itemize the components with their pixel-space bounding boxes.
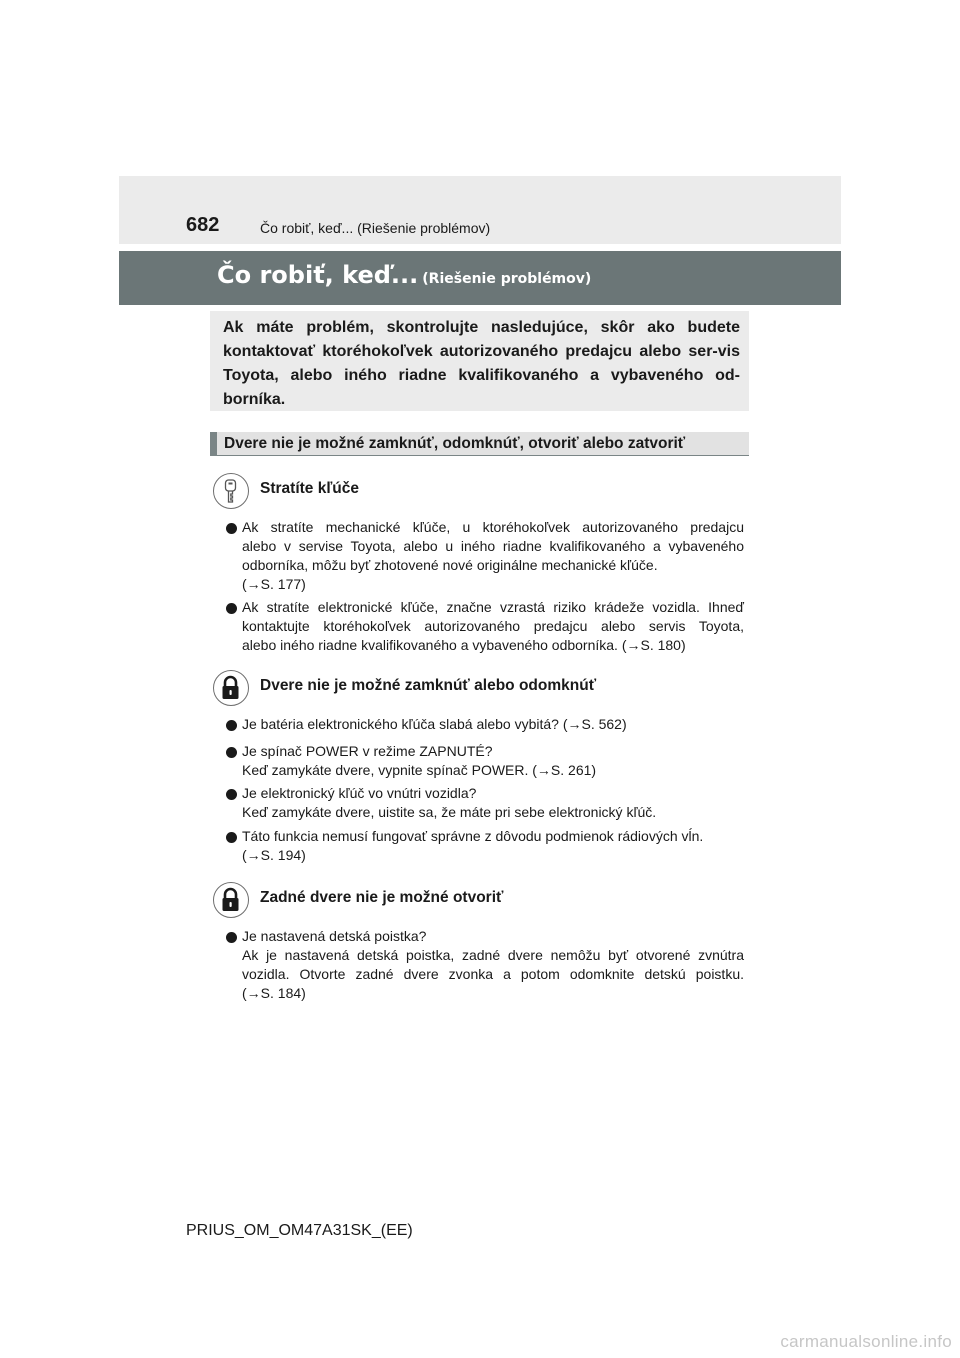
text-line: kontaktujte ktoréhokoľvek autorizovaného predajcu alebo servis Toyota, <box>242 618 744 634</box>
text-line: Je nastavená detská poistka? <box>242 928 427 944</box>
text-line: Ak stratíte mechanické kľúče, u ktoréhokoľvek autorizovaného predajcu <box>242 519 744 535</box>
paragraph-key-inside <box>242 784 744 822</box>
page-reference: (→S. 177) <box>242 576 306 592</box>
running-header: Čo robiť, keď... (Riešenie problémov) <box>260 220 491 236</box>
bullet-marker <box>226 603 237 614</box>
page-number: 682 <box>186 214 220 236</box>
subsection-title-lost-keys: Stratíte kľúče <box>260 480 360 497</box>
bullet-marker <box>226 932 237 943</box>
text-line: Je elektronický kľúč vo vnútri vozidla? <box>242 785 477 801</box>
text-line: Je spínač POWER v režime ZAPNUTÉ? <box>242 743 493 759</box>
padlock-icon <box>213 670 249 706</box>
text-line: alebo v servise Toyota, alebo u iného riadne kvalifikovaného a vybaveného <box>242 538 744 554</box>
bullet-marker <box>226 789 237 800</box>
page-reference: (→S. 184) <box>242 985 306 1001</box>
bullet-marker <box>226 747 237 758</box>
page-reference: (→S. 194) <box>242 847 306 863</box>
bullet-marker <box>226 523 237 534</box>
text-line: Keď zamykáte dvere, uistite sa, že máte pri sebe elektronický kľúč. <box>242 804 657 820</box>
text-line: Ak stratíte elektronické kľúče, značne vzrastá riziko krádeže vozidla. Ihneď <box>242 599 744 615</box>
paragraph-power-switch <box>242 742 744 780</box>
text-line: vozidla. Otvorte zadné dvere zvonka a potom odomknite detskú poistku. <box>242 966 744 982</box>
text-line: Je batéria elektronického kľúča slabá alebo vybitá? (→S. 562) <box>242 716 627 732</box>
section-header: Dvere nie je možné zamknúť, odomknúť, otvoriť alebo zatvoriť <box>210 432 749 456</box>
intro-text: Ak máte problém, skontrolujte nasledujúce, skôr ako budete kontaktovať ktoréhokoľvek autorizovaného predajcu alebo ser-vis Toyota, alebo iného riadne kvalifikovaného a vybaveného od-borníka. <box>223 319 740 408</box>
bullet-marker <box>226 720 237 731</box>
watermark: carmanualsonline.info <box>780 1332 952 1351</box>
padlock-icon <box>213 882 249 918</box>
paragraph-battery <box>242 715 744 734</box>
subsection-title-cannot-lock: Dvere nie je možné zamknúť alebo odomknúť <box>260 677 597 694</box>
text-line: alebo iného riadne kvalifikovaného a vybaveného odborníka. (→S. 180) <box>242 637 686 653</box>
page-title-sub: (Riešenie problémov) <box>422 271 592 287</box>
text-line: odborníka, môžu byť zhotovené nové originálne mechanické kľúče. <box>242 557 658 573</box>
paragraph-radio-waves <box>242 827 744 865</box>
paragraph-lost-electronic-keys <box>242 598 744 655</box>
paragraph-lost-mechanical-keys <box>242 518 744 594</box>
document-code-footer: PRIUS_OM_OM47A31SK_(EE) <box>186 1222 413 1239</box>
subsection-title-rear-door: Zadné dvere nie je možné otvoriť <box>260 889 504 906</box>
chapter-title-bar <box>119 251 841 305</box>
paragraph-child-lock <box>242 927 744 1003</box>
key-icon <box>213 473 249 509</box>
intro-box <box>210 311 749 411</box>
text-line: Ak je nastavená detská poistka, zadné dvere nemôžu byť otvorené zvnútra <box>242 947 744 963</box>
page-title-main: Čo robiť, keď... <box>217 261 419 289</box>
text-line: Keď zamykáte dvere, vypnite spínač POWER. (→S. 261) <box>242 762 597 778</box>
bullet-marker <box>226 832 237 843</box>
page-title <box>217 261 591 289</box>
text-line: Táto funkcia nemusí fungovať správne z dôvodu podmienok rádiových vĺn. <box>242 828 704 844</box>
